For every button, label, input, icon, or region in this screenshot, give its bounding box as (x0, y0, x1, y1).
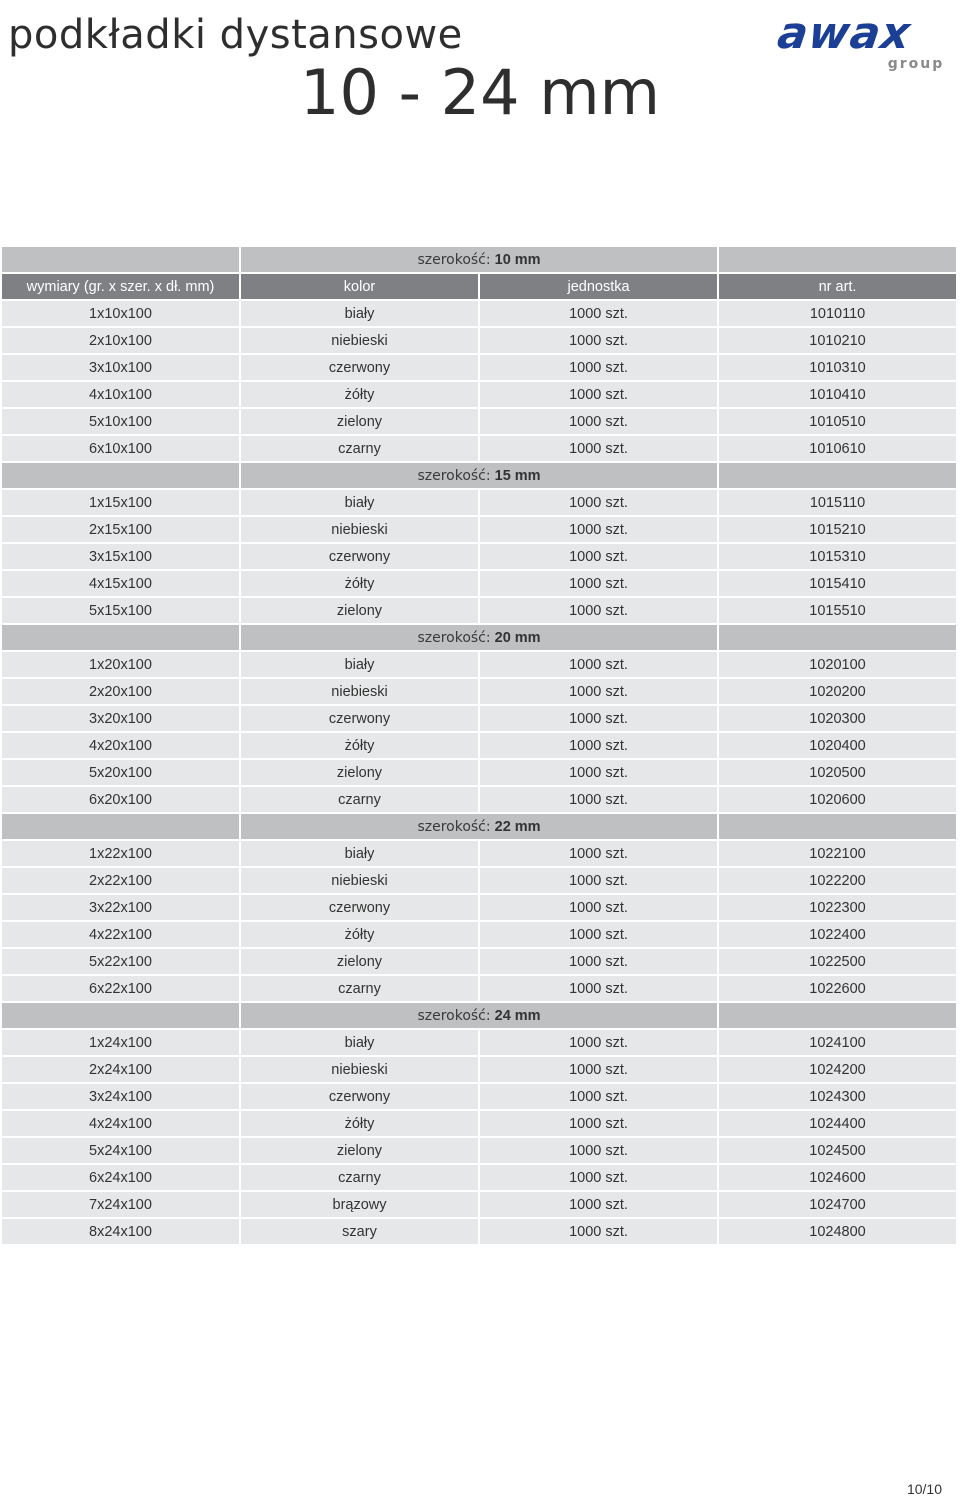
article-number-cell: 1024700 (719, 1192, 956, 1219)
color-cell: czerwony (241, 895, 478, 922)
table-row (2, 841, 956, 868)
dimension-cell: 4x10x100 (2, 382, 239, 409)
color-cell: żółty (241, 922, 478, 949)
svg-text:group: group (887, 56, 945, 72)
article-number-cell: 1024200 (719, 1057, 956, 1084)
color-cell: zielony (241, 598, 478, 625)
unit-cell: 1000 szt. (480, 1138, 717, 1165)
unit-cell: 1000 szt. (480, 382, 717, 409)
section-cell (719, 814, 956, 841)
dimension-cell: 2x24x100 (2, 1057, 239, 1084)
dimension-cell: 3x15x100 (2, 544, 239, 571)
table-row (2, 1084, 956, 1111)
dimension-cell: 3x20x100 (2, 706, 239, 733)
color-cell: szary (241, 1219, 478, 1246)
color-cell: czarny (241, 976, 478, 1003)
table-row (2, 949, 956, 976)
unit-cell: 1000 szt. (480, 706, 717, 733)
section-label: szerokość: (417, 467, 491, 484)
color-cell: niebieski (241, 868, 478, 895)
section-cell (2, 247, 239, 274)
table-row (2, 436, 956, 463)
dimension-cell: 6x22x100 (2, 976, 239, 1003)
table-row (2, 571, 956, 598)
color-cell: czerwony (241, 355, 478, 382)
table-row (2, 652, 956, 679)
color-cell: niebieski (241, 1057, 478, 1084)
unit-cell: 1000 szt. (480, 841, 717, 868)
color-cell: niebieski (241, 679, 478, 706)
awax-group-logo (744, 8, 952, 72)
section-header (2, 1003, 956, 1030)
dimension-cell: 2x10x100 (2, 328, 239, 355)
unit-cell: 1000 szt. (480, 733, 717, 760)
article-number-cell: 1010310 (719, 355, 956, 382)
section-cell (719, 247, 956, 274)
color-cell: niebieski (241, 517, 478, 544)
color-cell: czarny (241, 436, 478, 463)
color-cell: zielony (241, 760, 478, 787)
dimension-cell: 7x24x100 (2, 1192, 239, 1219)
color-cell: czerwony (241, 706, 478, 733)
unit-cell: 1000 szt. (480, 301, 717, 328)
table-row (2, 544, 956, 571)
color-cell: zielony (241, 409, 478, 436)
dimension-cell: 3x10x100 (2, 355, 239, 382)
unit-cell: 1000 szt. (480, 571, 717, 598)
dimension-cell: 1x20x100 (2, 652, 239, 679)
color-cell: czerwony (241, 544, 478, 571)
section-width: 20 mm (494, 629, 541, 646)
unit-cell: 1000 szt. (480, 436, 717, 463)
article-number-cell: 1010210 (719, 328, 956, 355)
dimension-cell: 6x24x100 (2, 1165, 239, 1192)
table-row (2, 976, 956, 1003)
table-row (2, 1219, 956, 1246)
unit-cell: 1000 szt. (480, 328, 717, 355)
article-number-cell: 1020400 (719, 733, 956, 760)
unit-cell: 1000 szt. (480, 976, 717, 1003)
section-label: szerokość: (417, 629, 491, 646)
article-number-cell: 1020500 (719, 760, 956, 787)
section-width-label (241, 625, 717, 652)
table-row (2, 517, 956, 544)
dimension-cell: 6x10x100 (2, 436, 239, 463)
article-number-cell: 1015310 (719, 544, 956, 571)
dimension-cell: 1x15x100 (2, 490, 239, 517)
table-row (2, 679, 956, 706)
color-cell: żółty (241, 1111, 478, 1138)
section-width-label (241, 1003, 717, 1030)
section-cell (2, 1003, 239, 1030)
article-number-cell: 1010410 (719, 382, 956, 409)
article-number-cell: 1022600 (719, 976, 956, 1003)
section-label: szerokość: (417, 251, 491, 268)
color-cell: zielony (241, 949, 478, 976)
table-row (2, 760, 956, 787)
color-cell: biały (241, 301, 478, 328)
unit-cell: 1000 szt. (480, 1165, 717, 1192)
article-number-cell: 1024400 (719, 1111, 956, 1138)
unit-cell: 1000 szt. (480, 544, 717, 571)
dimension-cell: 8x24x100 (2, 1219, 239, 1246)
unit-cell: 1000 szt. (480, 760, 717, 787)
article-number-cell: 1015410 (719, 571, 956, 598)
article-number-cell: 1024100 (719, 1030, 956, 1057)
unit-cell: 1000 szt. (480, 679, 717, 706)
article-number-cell: 1020200 (719, 679, 956, 706)
dimension-cell: 5x20x100 (2, 760, 239, 787)
section-cell (2, 814, 239, 841)
color-cell: żółty (241, 733, 478, 760)
dimension-cell: 5x24x100 (2, 1138, 239, 1165)
unit-cell: 1000 szt. (480, 517, 717, 544)
dimension-cell: 2x15x100 (2, 517, 239, 544)
article-number-cell: 1010110 (719, 301, 956, 328)
section-width: 22 mm (494, 818, 541, 835)
unit-cell: 1000 szt. (480, 652, 717, 679)
color-cell: biały (241, 490, 478, 517)
article-number-cell: 1024800 (719, 1219, 956, 1246)
unit-cell: 1000 szt. (480, 598, 717, 625)
article-number-cell: 1015110 (719, 490, 956, 517)
table-row (2, 733, 956, 760)
article-number-cell: 1022100 (719, 841, 956, 868)
unit-cell: 1000 szt. (480, 895, 717, 922)
dimension-cell: 2x22x100 (2, 868, 239, 895)
table-row (2, 1030, 956, 1057)
unit-cell: 1000 szt. (480, 1192, 717, 1219)
table-row (2, 787, 956, 814)
table-row (2, 328, 956, 355)
table-row (2, 706, 956, 733)
section-label: szerokość: (417, 818, 491, 835)
table-row (2, 1192, 956, 1219)
section-width: 15 mm (494, 467, 541, 484)
unit-cell: 1000 szt. (480, 355, 717, 382)
color-cell: czerwony (241, 1084, 478, 1111)
unit-cell: 1000 szt. (480, 787, 717, 814)
table-row (2, 301, 956, 328)
page-subtitle: 10 - 24 mm (300, 56, 661, 129)
table-row (2, 1138, 956, 1165)
section-cell (719, 463, 956, 490)
article-number-cell: 1024600 (719, 1165, 956, 1192)
svg-text:awax: awax (774, 8, 915, 59)
color-cell: czarny (241, 1165, 478, 1192)
section-width-label (241, 814, 717, 841)
table-row (2, 895, 956, 922)
section-width-label (241, 247, 717, 274)
unit-cell: 1000 szt. (480, 922, 717, 949)
color-cell: biały (241, 652, 478, 679)
dimension-cell: 5x10x100 (2, 409, 239, 436)
color-cell: żółty (241, 571, 478, 598)
color-cell: zielony (241, 1138, 478, 1165)
section-cell (2, 625, 239, 652)
table-row (2, 922, 956, 949)
dimension-cell: 1x24x100 (2, 1030, 239, 1057)
color-cell: biały (241, 841, 478, 868)
unit-cell: 1000 szt. (480, 490, 717, 517)
unit-cell: 1000 szt. (480, 949, 717, 976)
unit-cell: 1000 szt. (480, 409, 717, 436)
color-cell: żółty (241, 382, 478, 409)
article-number-cell: 1022300 (719, 895, 956, 922)
unit-cell: 1000 szt. (480, 868, 717, 895)
page-title: podkładki dystansowe (8, 12, 463, 58)
dimension-cell: 3x24x100 (2, 1084, 239, 1111)
article-number-cell: 1010610 (719, 436, 956, 463)
column-header: kolor (241, 274, 478, 301)
article-number-cell: 1015210 (719, 517, 956, 544)
section-cell (2, 463, 239, 490)
column-header: jednostka (480, 274, 717, 301)
table-row (2, 490, 956, 517)
dimension-cell: 2x20x100 (2, 679, 239, 706)
section-header (2, 463, 956, 490)
dimension-cell: 5x15x100 (2, 598, 239, 625)
dimension-cell: 1x10x100 (2, 301, 239, 328)
dimension-cell: 1x22x100 (2, 841, 239, 868)
unit-cell: 1000 szt. (480, 1111, 717, 1138)
dimension-cell: 4x20x100 (2, 733, 239, 760)
dimension-cell: 4x24x100 (2, 1111, 239, 1138)
article-number-cell: 1020300 (719, 706, 956, 733)
color-cell: niebieski (241, 328, 478, 355)
unit-cell: 1000 szt. (480, 1030, 717, 1057)
article-number-cell: 1022500 (719, 949, 956, 976)
table-row (2, 409, 956, 436)
section-header (2, 625, 956, 652)
article-number-cell: 1024300 (719, 1084, 956, 1111)
dimension-cell: 5x22x100 (2, 949, 239, 976)
article-number-cell: 1010510 (719, 409, 956, 436)
color-cell: brązowy (241, 1192, 478, 1219)
article-number-cell: 1024500 (719, 1138, 956, 1165)
table-row (2, 1165, 956, 1192)
dimension-cell: 4x15x100 (2, 571, 239, 598)
column-header: wymiary (gr. x szer. x dł. mm) (2, 274, 239, 301)
dimension-cell: 6x20x100 (2, 787, 239, 814)
article-number-cell: 1022400 (719, 922, 956, 949)
article-number-cell: 1020100 (719, 652, 956, 679)
article-number-cell: 1015510 (719, 598, 956, 625)
color-cell: czarny (241, 787, 478, 814)
section-cell (719, 1003, 956, 1030)
section-cell (719, 625, 956, 652)
table-row (2, 1111, 956, 1138)
section-width-label (241, 463, 717, 490)
unit-cell: 1000 szt. (480, 1219, 717, 1246)
section-header (2, 247, 956, 274)
dimension-cell: 4x22x100 (2, 922, 239, 949)
color-cell: biały (241, 1030, 478, 1057)
table-row (2, 382, 956, 409)
article-number-cell: 1020600 (719, 787, 956, 814)
page-number: 10/10 (906, 1481, 942, 1497)
dimension-cell: 3x22x100 (2, 895, 239, 922)
section-label: szerokość: (417, 1007, 491, 1024)
column-header-row (2, 274, 956, 301)
table-row (2, 868, 956, 895)
section-width: 10 mm (494, 251, 541, 268)
table-row (2, 598, 956, 625)
unit-cell: 1000 szt. (480, 1084, 717, 1111)
product-table (0, 247, 958, 1246)
column-header: nr art. (719, 274, 956, 301)
table-row (2, 355, 956, 382)
section-header (2, 814, 956, 841)
table-row (2, 1057, 956, 1084)
section-width: 24 mm (494, 1007, 541, 1024)
unit-cell: 1000 szt. (480, 1057, 717, 1084)
article-number-cell: 1022200 (719, 868, 956, 895)
